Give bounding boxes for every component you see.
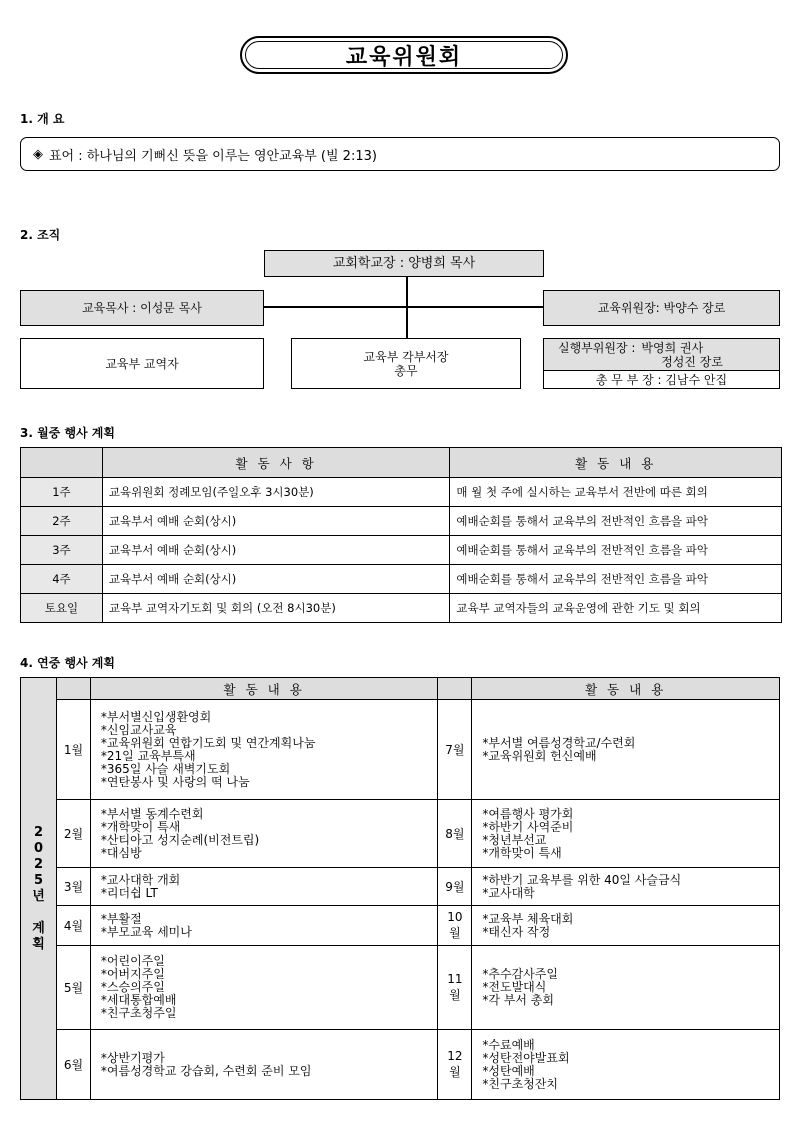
org-secretary-label: 총 무 부 장 : 김남수 안집 [595,372,728,387]
table-row [21,507,782,536]
org-heads-label: 교육부 각부서장 [363,349,449,364]
motto-box [20,137,780,171]
header-activity: 활 동 사 항 [102,448,450,478]
items-cell: *부서별 여름성경학교/수련회 *교육위원회 헌신예배 [472,700,780,800]
section-overview-heading: 1. 개 요 [20,112,65,126]
week-cell: 2주 [21,507,103,536]
section-organization-heading: 2. 조직 [20,228,61,242]
org-vice-chair-label: 실행부위원장 : [558,340,636,355]
content-cell: 교육부 교역자들의 교육운영에 관한 기도 및 회의 [450,594,782,623]
org-secretary-general-label: 총무 [394,363,418,378]
org-vice-chair-2: 정성진 장로 [661,354,723,369]
header-content: 활 동 내 용 [450,448,782,478]
activity-cell: 교육부서 예배 순회(상시) [102,536,450,565]
org-principal-label: 교회학교장 : 양병희 목사 [332,255,476,271]
table-row [21,946,780,1030]
table-row [21,565,782,594]
month-cell: 6월 [56,1030,90,1100]
table-row [21,536,782,565]
page-title [240,36,568,74]
items-cell: *상반기평가 *여름성경학교 강습회, 수련회 준비 모임 [90,1030,438,1100]
org-staff-label: 교육부 교역자 [105,356,179,371]
month-cell: 11 월 [438,946,472,1030]
activity-cell: 교육부서 예배 순회(상시) [102,565,450,594]
table-row [21,594,782,623]
items-cell: *수료예배 *성탄전야발표회 *성탄예배 *친구초청잔치 [472,1030,780,1100]
header-empty [21,448,103,478]
motto-text: 표어 : 하나님의 기뻐신 뜻을 이루는 영안교육부 (빌 2:13) [49,148,377,164]
org-secretary-box [543,370,780,389]
items-cell: *교육부 체육대회 *태신자 작정 [472,906,780,946]
month-cell: 9월 [438,868,472,906]
activity-cell: 교육부서 예배 순회(상시) [102,507,450,536]
header-empty-right [438,678,472,700]
monthly-table-header [21,448,782,478]
table-row [21,868,780,906]
items-cell: *부서별신입생환영회 *신임교사교육 *교육위원회 연합기도회 및 연간계획나눔 *21일 교육부특새 *365일 사슬 새벽기도회 *연탄봉사 및 사랑의 떡 나눔 [90,700,438,800]
header-empty-left [56,678,90,700]
week-cell: 1주 [21,478,103,507]
monthly-table [20,447,782,623]
org-pastor-box [20,290,264,326]
items-cell: *어린이주일 *어버지주일 *스승의주일 *세대통합예배 *친구초청주일 [90,946,438,1030]
table-row [21,478,782,507]
month-cell: 8월 [438,800,472,868]
year-side-label: 2 0 2 5 년 계 획 [21,678,57,1100]
org-staff-box [20,338,264,389]
items-cell: *여름행사 평가회 *하반기 사역준비 *청년부선교 *개학맞이 특새 [472,800,780,868]
header-content-right: 활 동 내 용 [472,678,780,700]
month-cell: 12 월 [438,1030,472,1100]
diamond-icon: ◈ [33,146,43,162]
org-pastor-label: 교육목사 : 이성문 목사 [82,301,202,315]
org-vice-chair-box [543,338,780,371]
org-line-horizontal [264,306,544,308]
page-title-text: 교육위원회 [345,43,463,70]
month-cell: 10 월 [438,906,472,946]
org-heads-box [291,338,521,389]
yearly-table-header [21,678,780,700]
content-cell: 예배순회를 통해서 교육부의 전반적인 흐름을 파악 [450,536,782,565]
org-chair-label: 교육위원장: 박양수 장로 [597,301,726,315]
section-monthly-heading: 3. 월중 행사 계획 [20,426,115,440]
items-cell: *추수감사주일 *전도발대식 *각 부서 총회 [472,946,780,1030]
content-cell: 예배순회를 통해서 교육부의 전반적인 흐름을 파악 [450,565,782,594]
month-cell: 4월 [56,906,90,946]
table-row [21,1030,780,1100]
table-row [21,906,780,946]
month-cell: 1월 [56,700,90,800]
table-row [21,700,780,800]
content-cell: 매 월 첫 주에 실시하는 교육부서 전반에 따른 회의 [450,478,782,507]
month-cell: 7월 [438,700,472,800]
items-cell: *교사대학 개회 *리더쉽 LT [90,868,438,906]
org-chair-box [543,290,780,326]
section-yearly-heading: 4. 연중 행사 계획 [20,656,115,670]
month-cell: 3월 [56,868,90,906]
week-cell: 4주 [21,565,103,594]
items-cell: *하반기 교육부를 위한 40일 사슬금식 *교사대학 [472,868,780,906]
week-cell: 토요일 [21,594,103,623]
week-cell: 3주 [21,536,103,565]
yearly-table [20,677,780,1100]
activity-cell: 교육부 교역자기도회 및 회의 (오전 8시30분) [102,594,450,623]
activity-cell: 교육위원회 정례모임(주일오후 3시30분) [102,478,450,507]
items-cell: *부활절 *부모교육 세미나 [90,906,438,946]
content-cell: 예배순회를 통해서 교육부의 전반적인 흐름을 파악 [450,507,782,536]
table-row [21,800,780,868]
org-vice-chair-1: 박영희 권사 [641,340,704,355]
month-cell: 5월 [56,946,90,1030]
org-principal-box [264,250,544,277]
header-content-left: 활 동 내 용 [90,678,438,700]
items-cell: *부서별 동계수련회 *개학맞이 특새 *산티아고 성지순례(비전트립) *대심방 [90,800,438,868]
month-cell: 2월 [56,800,90,868]
